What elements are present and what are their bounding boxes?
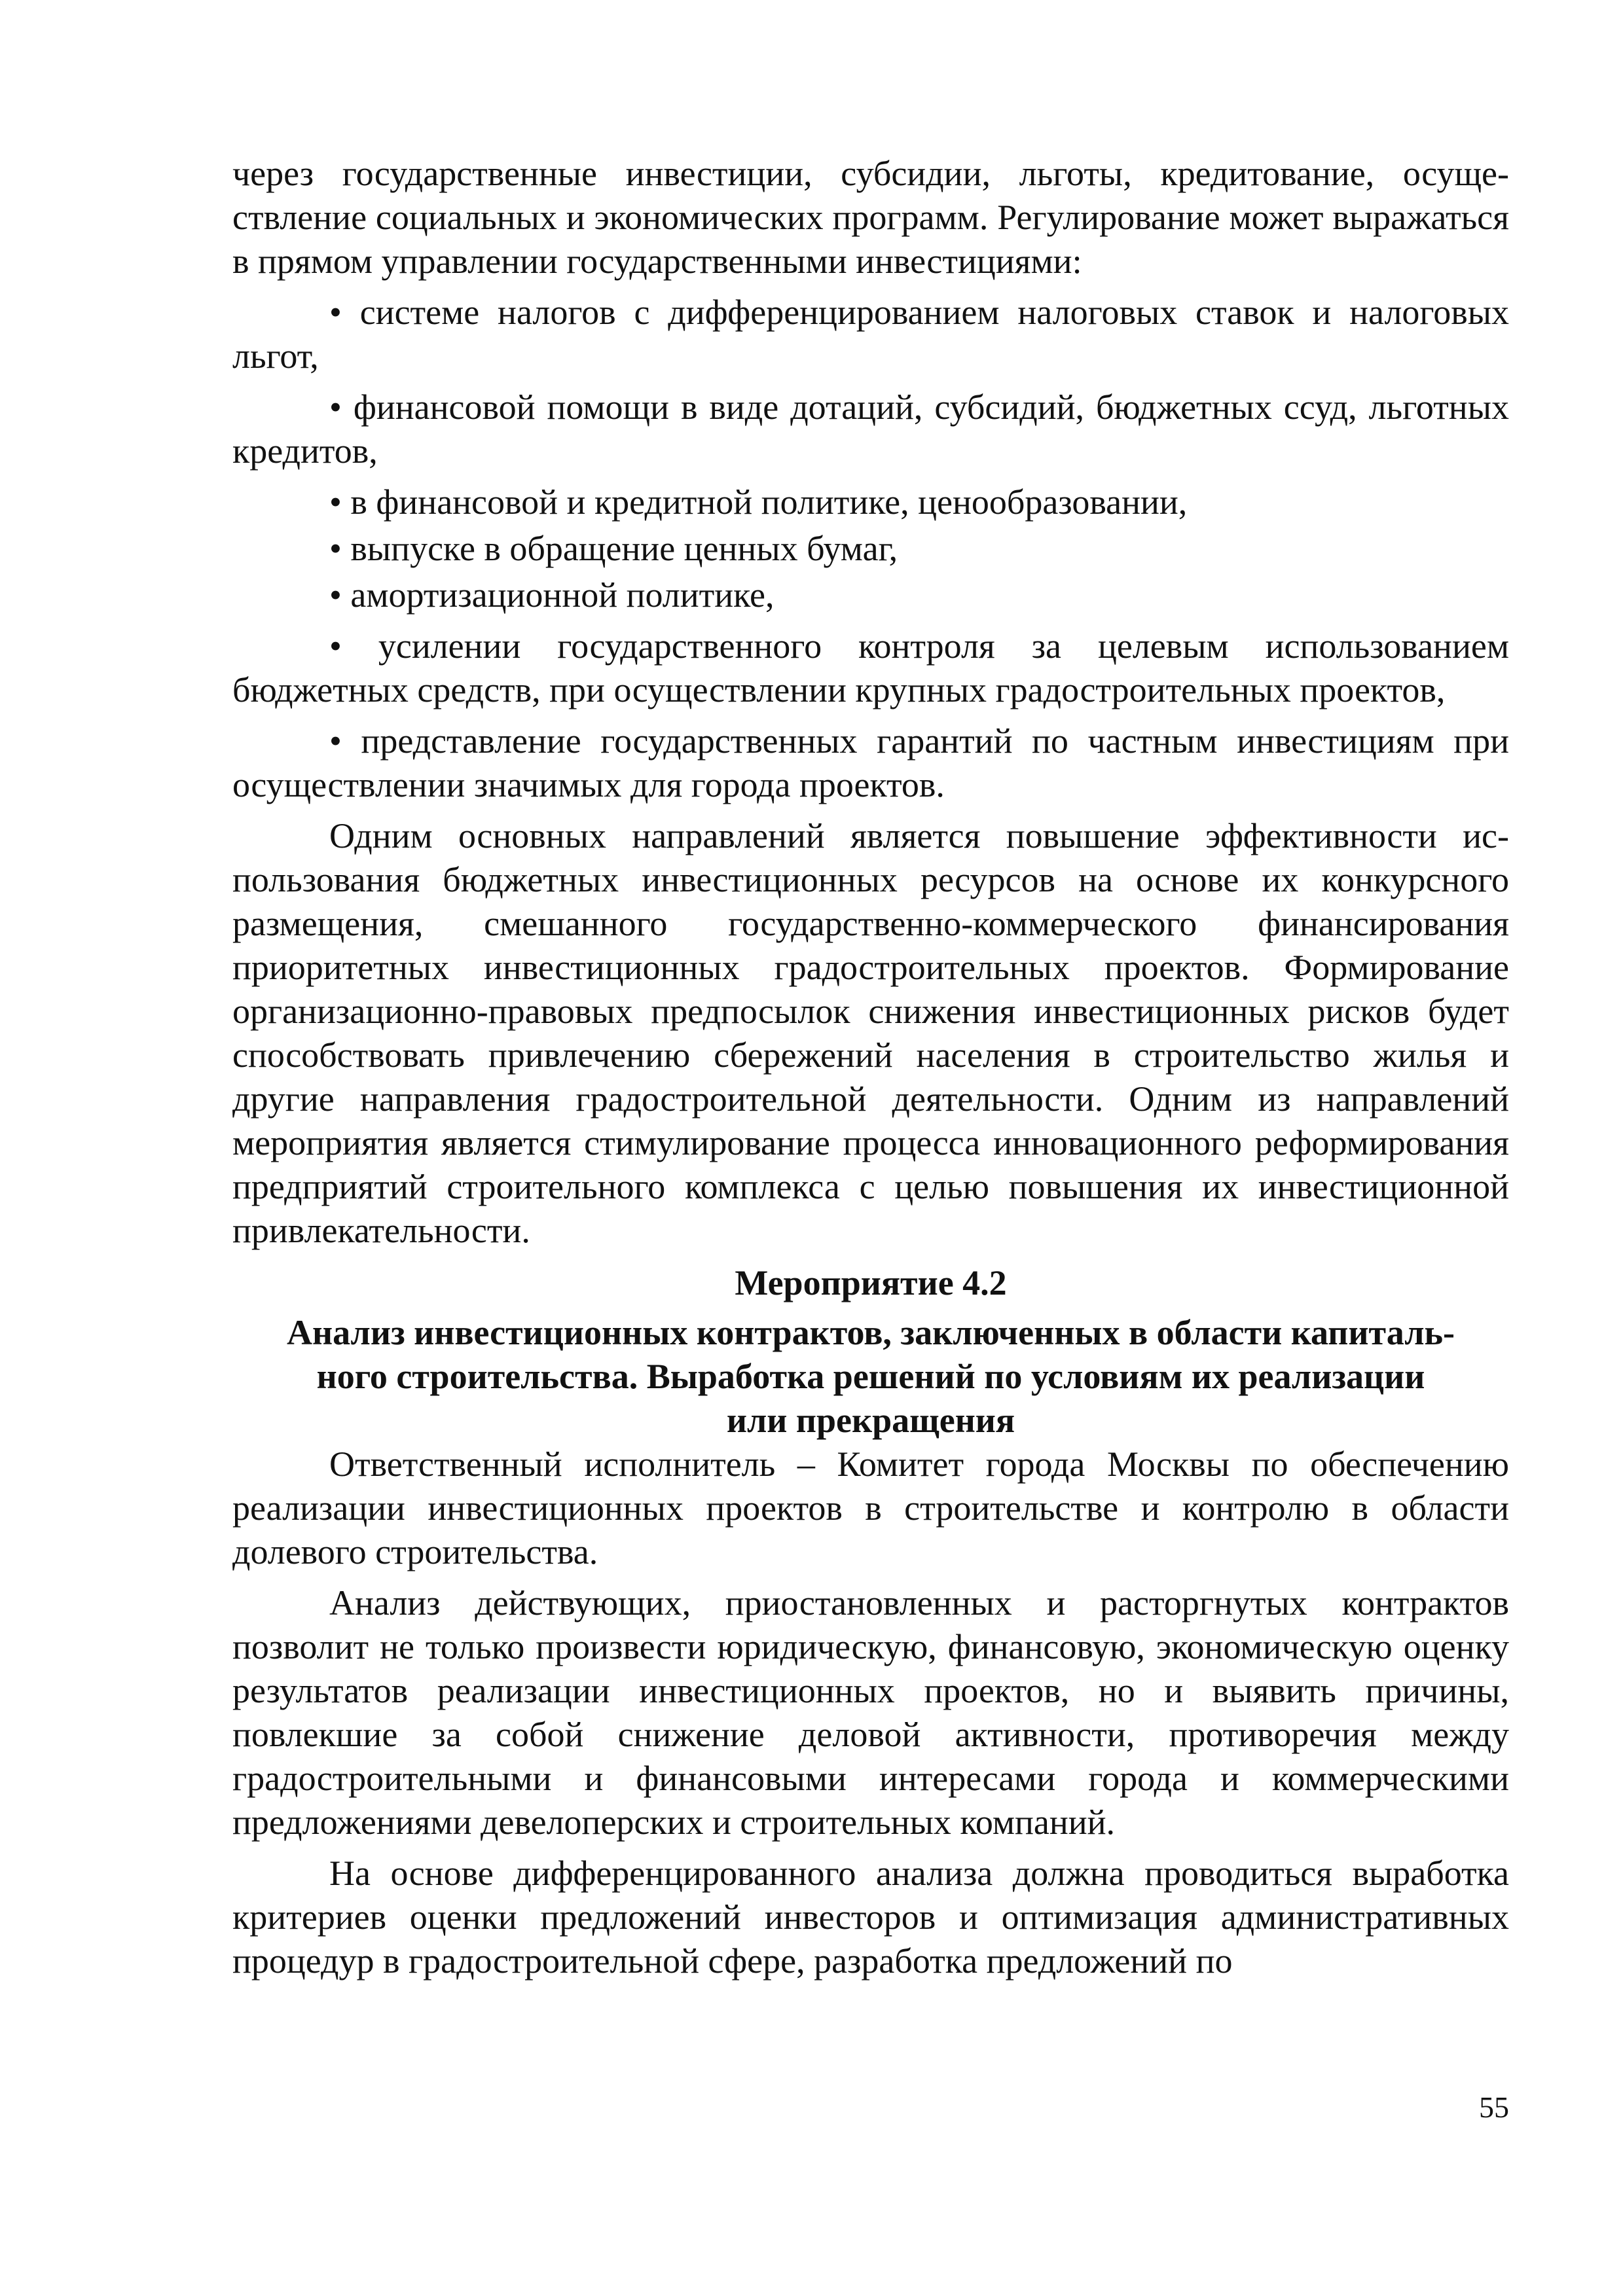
bullet-taxes: • системе налогов с дифференцированием налоговых ставок и налоговых льгот, (232, 293, 1509, 376)
analysis-paragraph: Анализ действующих, приостановленных и расторгнутых контрактов позволит не только произвести юридическую, финансовую, экономическую оценку результатов реализации инвестиционных проектов, но и выявить причины, повлекшие за собой снижение деловой активности, противоречия между градостроительными и финансовыми интересами города и коммерческими предложениями девелоперских и строительных компаний. (232, 1583, 1509, 1842)
page-number: 55 (1479, 2090, 1509, 2124)
intro-paragraph: через государственные инвестиции, субсидии, льготы, кредитование, осуществление социальных и экономических программ. Регулирование может выражаться в прямом управлении государственными инвестициями: (232, 154, 1509, 281)
bullet-financial-aid: • финансовой помощи в виде дотаций, субсидий, бюджетных ссуд, льготных кредитов, (232, 387, 1509, 471)
bullet-amortization: • амортизационной политике, (329, 575, 775, 615)
main-paragraph: Одним основных направлений является повышение эффективности использования бюджетных инвестиционных ресурсов на основе их конкурсного размещения, смешанного государственно-коммерческого финансирования приоритетных инвестиционных градостроительных проектов. Формирование организационно-правовых предпосылок снижения инвестиционных рисков будет способствовать привлечению сбережений населения в строительство жилья и другие направления градостроительной деятельности. Одним из направлений мероприятия является стимулирование процесса инновационного реформирования предприятий строительного комплекса с целью повышения их инвестиционной привлекательности. (232, 816, 1509, 1250)
bullet-state-control: • усилении государственного контроля за целевым использованием бюджетных средств, при осуществлении крупных градостроительных проектов, (232, 626, 1509, 709)
section-title-line-1: Анализ инвестиционных контрактов, заключенных в области капиталь- (286, 1313, 1455, 1352)
responsible-paragraph: Ответственный исполнитель – Комитет города Москвы по обеспечению реализации инвестиционных проектов в строительстве и контролю в области долевого строительства. (232, 1444, 1509, 1571)
conclusion-paragraph: На основе дифференцированного анализа должна проводиться выработка критериев оценки предложений инвесторов и оптимизация административных процедур в градостроительной сфере, разработка предложений по (232, 1854, 1509, 1981)
bullet-credit-policy: • в финансовой и кредитной политике, ценообразовании, (329, 482, 1188, 522)
bullet-state-guarantees: • представление государственных гарантий по частным инвестициям при осуществлении значимых для города проектов. (232, 721, 1509, 804)
document-page (232, 152, 1509, 1983)
bullet-securities: • выпуске в обращение ценных бумаг, (329, 529, 898, 568)
section-number-heading: Мероприятие 4.2 (735, 1263, 1007, 1302)
section-title-line-2: ного строительства. Выработка решений по условиям их реализации (316, 1357, 1425, 1396)
section-title-line-3: или прекращения (726, 1401, 1015, 1440)
